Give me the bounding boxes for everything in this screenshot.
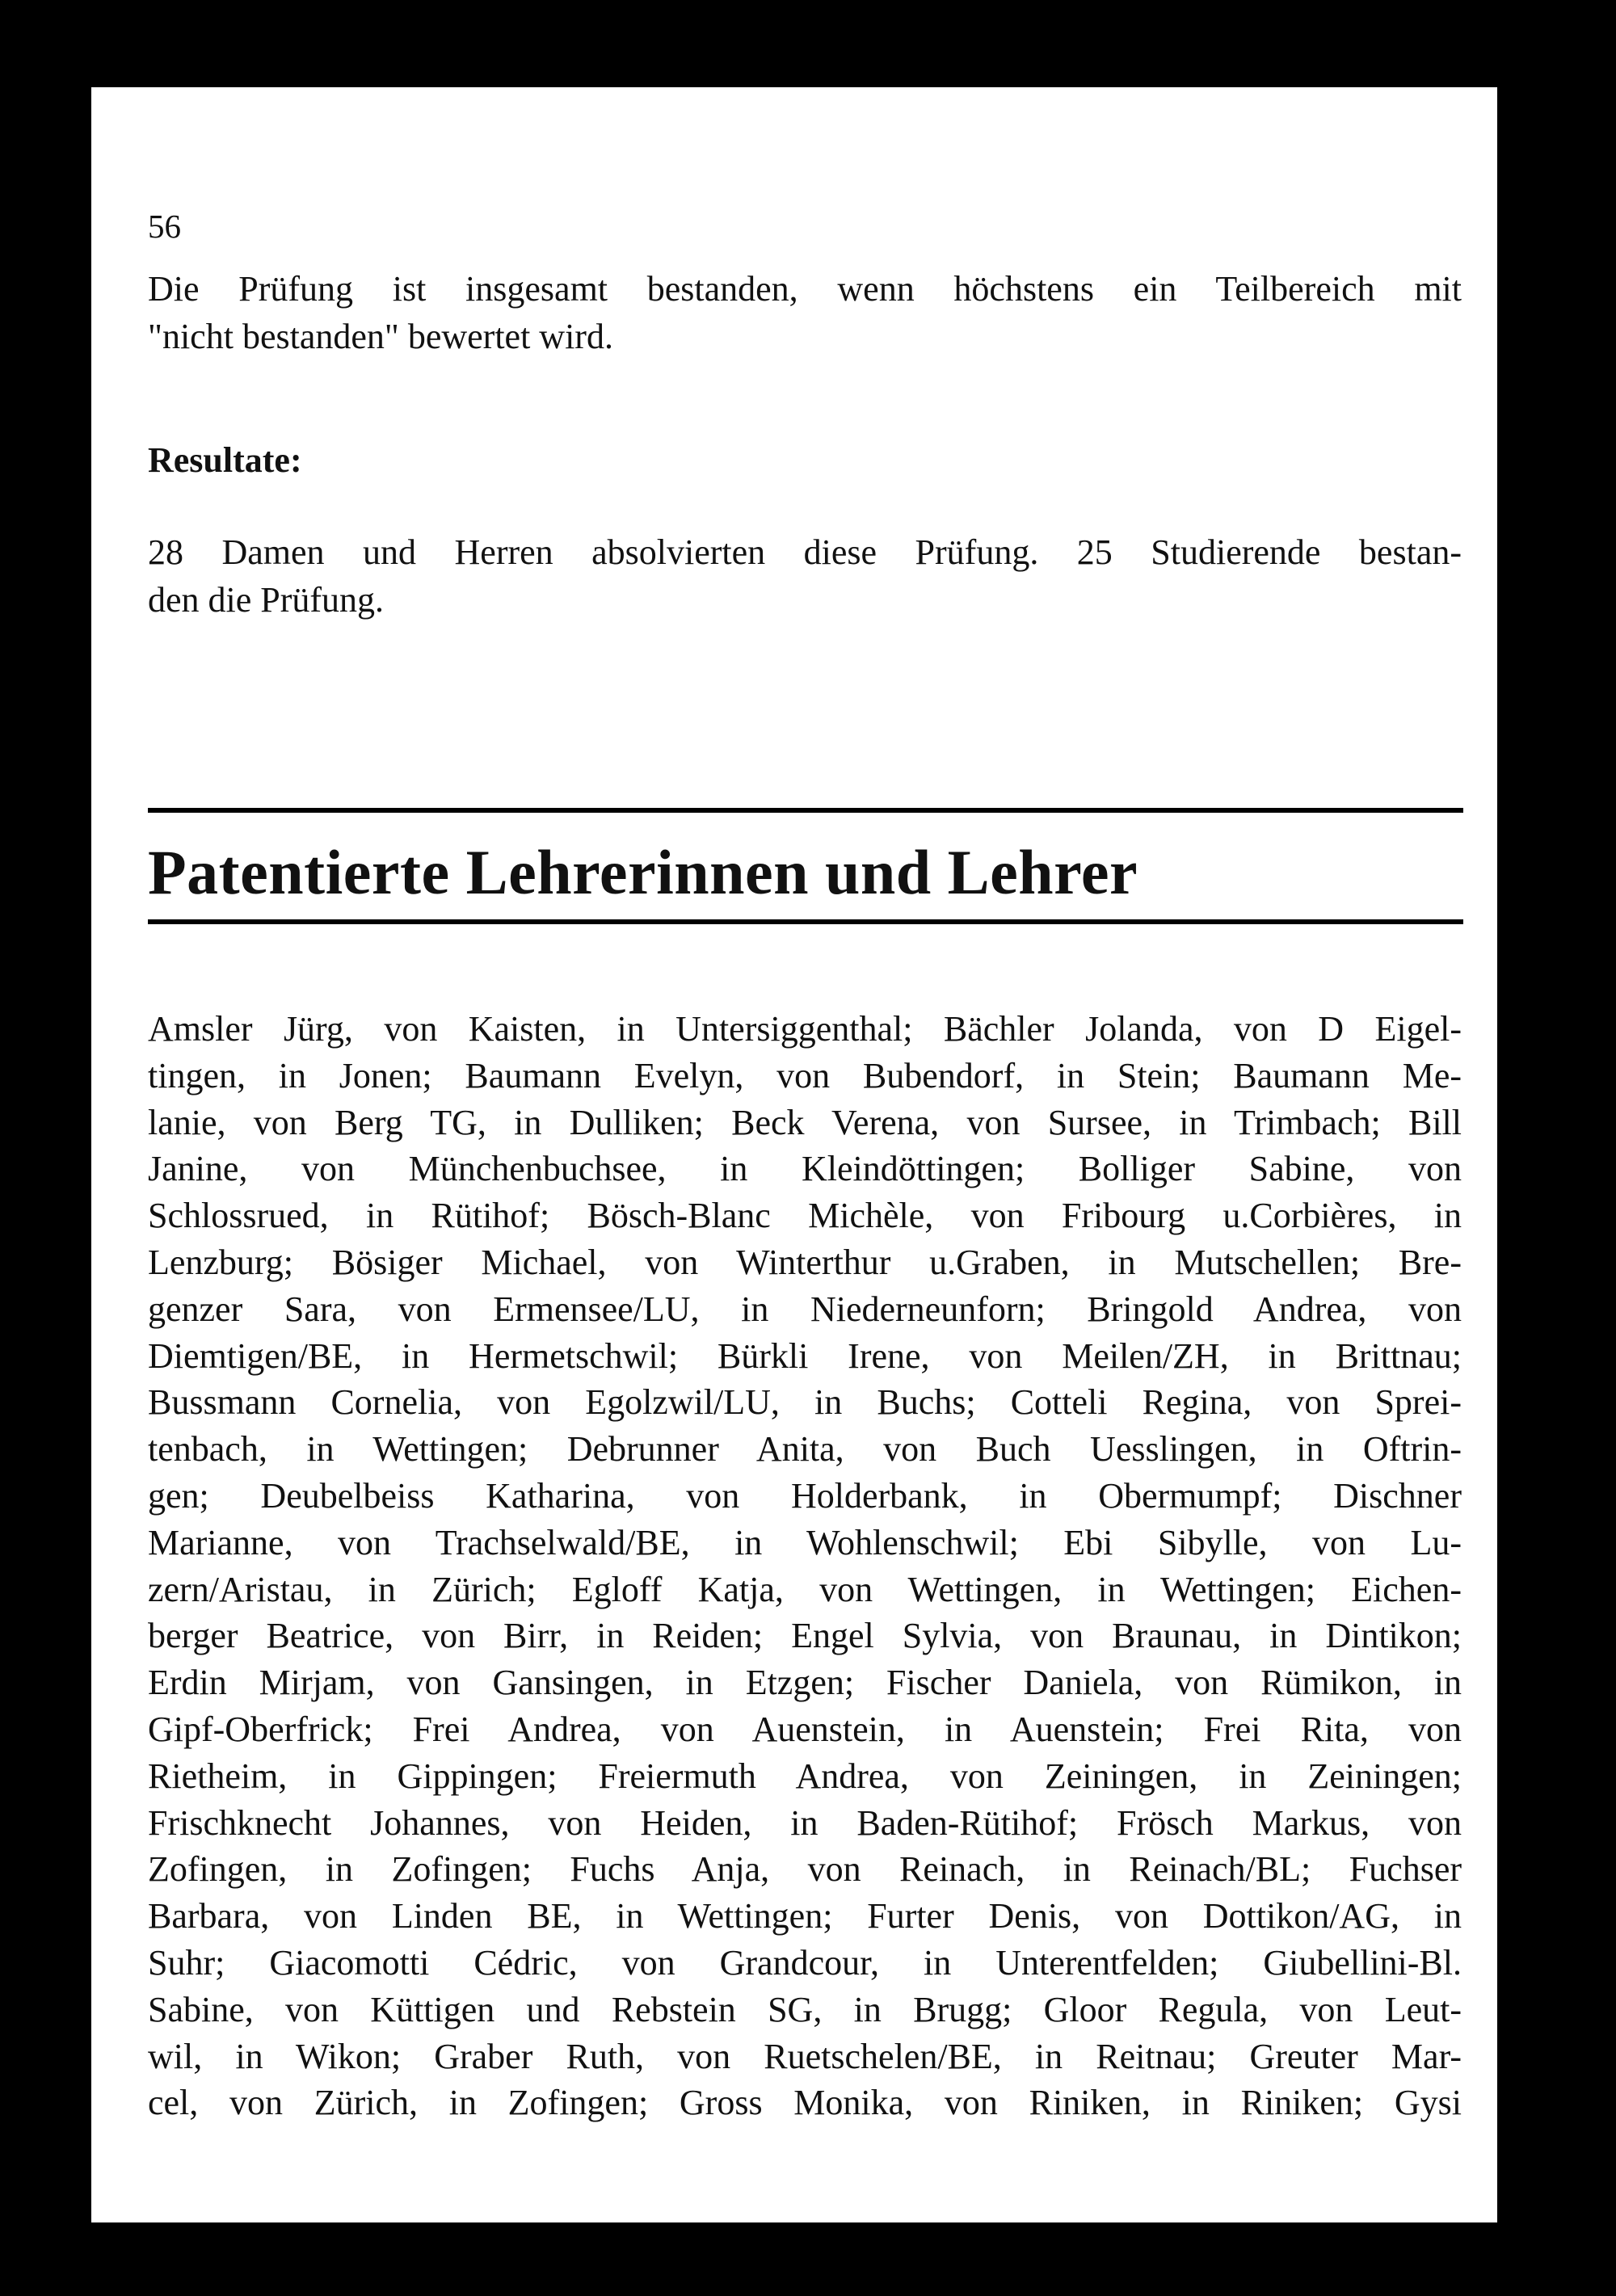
name-line: Schlossrued, in Rütihof; Bösch-Blanc Michèle, von Fribourg u.Corbières, in — [148, 1196, 1462, 1236]
name-line: tingen, in Jonen; Baumann Evelyn, von Bubendorf, in Stein; Baumann Me- — [148, 1055, 1462, 1095]
name-line: berger Beatrice, von Birr, in Reiden; Engel Sylvia, von Braunau, in Dintikon; — [148, 1616, 1462, 1656]
results-paragraph — [148, 528, 1462, 624]
name-line: Gipf-Oberfrick; Frei Andrea, von Auenstein, in Auenstein; Frei Rita, von — [148, 1709, 1462, 1749]
name-line: Zofingen, in Zofingen; Fuchs Anja, von Reinach, in Reinach/BL; Fuchser — [148, 1849, 1462, 1890]
page-number: 56 — [148, 208, 181, 245]
intro-line-1: Die Prüfung ist insgesamt bestanden, wenn höchstens ein Teilbereich mit — [148, 269, 1462, 309]
name-line: lanie, von Berg TG, in Dulliken; Beck Verena, von Sursee, in Trimbach; Bill — [148, 1102, 1462, 1142]
intro-paragraph — [148, 265, 1462, 360]
results-heading: Resultate: — [148, 440, 302, 480]
section-title: Patentierte Lehrerinnen und Lehrer — [148, 837, 1138, 907]
name-line: tenbach, in Wettingen; Debrunner Anita, von Buch Uesslingen, in Oftrin- — [148, 1429, 1462, 1470]
intro-line-2: "nicht bestanden" bewertet wird. — [148, 317, 613, 356]
name-line: cel, von Zürich, in Zofingen; Gross Monika, von Riniken, in Riniken; Gysi — [148, 2083, 1462, 2123]
name-line: Janine, von Münchenbuchsee, in Kleindöttingen; Bolliger Sabine, von — [148, 1149, 1462, 1189]
name-line: Frischknecht Johannes, von Heiden, in Baden-Rütihof; Frösch Markus, von — [148, 1802, 1462, 1843]
results-line-2: den die Prüfung. — [148, 580, 385, 620]
name-line: wil, in Wikon; Graber Ruth, von Ruetschelen/BE, in Reitnau; Greuter Mar- — [148, 2036, 1462, 2076]
name-line: Barbara, von Linden BE, in Wettingen; Furter Denis, von Dottikon/AG, in — [148, 1896, 1462, 1936]
name-line: Rietheim, in Gippingen; Freiermuth Andrea, von Zeiningen, in Zeiningen; — [148, 1756, 1462, 1796]
name-line: Marianne, von Trachselwald/BE, in Wohlenschwil; Ebi Sibylle, von Lu- — [148, 1522, 1462, 1562]
name-line: Sabine, von Küttigen und Rebstein SG, in Brugg; Gloor Regula, von Leut- — [148, 1989, 1462, 2029]
name-line: Bussmann Cornelia, von Egolzwil/LU, in Buchs; Cotteli Regina, von Sprei- — [148, 1382, 1462, 1423]
name-line: zern/Aristau, in Zürich; Egloff Katja, von Wettingen, in Wettingen; Eichen- — [148, 1569, 1462, 1609]
name-line: Erdin Mirjam, von Gansingen, in Etzgen; Fischer Daniela, von Rümikon, in — [148, 1663, 1462, 1703]
teacher-names-paragraph — [148, 1006, 1462, 2126]
name-line: Lenzburg; Bösiger Michael, von Winterthur u.Graben, in Mutschellen; Bre- — [148, 1242, 1462, 1282]
section-rule-top — [148, 808, 1463, 813]
name-line: Amsler Jürg, von Kaisten, in Untersiggenthal; Bächler Jolanda, von D Eigel- — [148, 1009, 1462, 1049]
name-line: Suhr; Giacomotti Cédric, von Grandcour, in Unterentfelden; Giubellini-Bl. — [148, 1942, 1462, 1983]
name-line: gen; Deubelbeiss Katharina, von Holderbank, in Obermumpf; Dischner — [148, 1475, 1462, 1516]
results-line-1: 28 Damen und Herren absolvierten diese Prüfung. 25 Studierende bestan- — [148, 532, 1462, 572]
section-rule-bottom — [148, 919, 1463, 924]
name-line: genzer Sara, von Ermensee/LU, in Niederneunforn; Bringold Andrea, von — [148, 1289, 1462, 1329]
name-line: Diemtigen/BE, in Hermetschwil; Bürkli Irene, von Meilen/ZH, in Brittnau; — [148, 1335, 1462, 1376]
